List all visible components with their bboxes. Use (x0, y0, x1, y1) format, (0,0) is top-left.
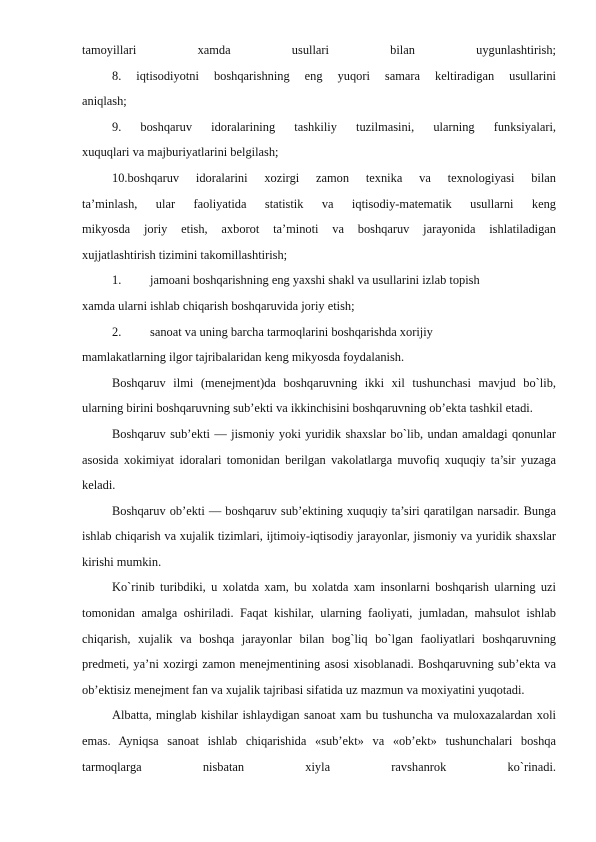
paragraph-industry: Albatta, minglab kishilar ishlaydigan sanoat xam bu tushuncha va muloxazalardan xoli emas. Ayniqsa sanoat ishlab chiqarishida «sub’ekt» va «ob’ekt» tushunchalari boshqa tarmoqlarga nisbatan xiyla ravshanrok ko`rinadi. (82, 708, 556, 774)
numbered-item-1-continuation: xamda ularni ishlab chiqarish boshqaruvida joriy etish; (82, 298, 355, 313)
list-item-9-line2: xuquqlari va majburiyatlarini belgilash; (82, 145, 279, 160)
numbered-item-2-continuation: mamlakatlarning ilgor tajribalaridan keng mikyosda foydalanish. (82, 350, 405, 365)
list-item-10-line2: ta’minlash, ular faoliyatida statistik va iqtisodiy-matematik usullarni keng (82, 196, 556, 211)
list-item-10-line4: xujjatlashtirish tizimini takomillashtirish; (82, 247, 288, 262)
item-text: jamoani boshqarishning eng yaxshi shakl va usullarini izlab topish (150, 273, 480, 288)
numbered-item-2 (82, 320, 556, 346)
item-number: 1. (112, 273, 122, 288)
paragraph-management-concepts: Boshqaruv ilmi (menejment)da boshqaruvning ikki xil tushunchasi mavjud bo`lib, ularning birini boshqaruvning sub’ekti va ikkinchisini boshqaruvning ob’ekta tashkil etadi. (82, 375, 556, 416)
numbered-item-1 (82, 268, 556, 294)
list-item-8-line1: 8. iqtisodiyotni boshqarishning eng yuqori samara keltiradigan usullarini (112, 68, 556, 83)
item-number: 2. (112, 324, 122, 339)
item-text: sanoat va uning barcha tarmoqlarini boshqarishda xorijiy (150, 324, 433, 339)
list-item-10-line1: 10.boshqaruv idoralarini xozirgi zamon texnika va texnologiyasi bilan (112, 170, 556, 185)
paragraph-people-management: Ko`rinib turibdiki, u xolatda xam, bu xolatda xam insonlarni boshqarish ularning uzi tomonidan amalga oshiriladi. Faqat kishilar, ularning faoliyati, jumladan, mahsulot ishlab chiqarish, xujalik va boshqa jarayonlar bilan bog`liq bo`lgan faoliyatlari boshqaruvning predmeti, ya’ni xozirgi zamon menejmentining asosi xisoblanadi. Boshqaruvning sub’ekta va ob’ektisiz menejment fan va xujalik tajribasi sifatida uz mazmun va moxiyatini yuqotadi. (82, 580, 556, 697)
document-page (82, 38, 556, 780)
paragraph-object-definition: Boshqaruv ob’ekti — boshqaruv sub’ektining xuquqiy ta’siri qaratilgan narsadir. Bunga ishlab chiqarish va xujalik tizimlari, ijtimoiy-iqtisodiy jarayonlar, jismoniy va yuridik shaxslar kirishi mumkin. (82, 503, 556, 569)
paragraph-continuation: tamoyillari xamda usullari bilan uygunlashtirish; (82, 43, 556, 57)
list-item-8-line2: aniqlash; (82, 94, 127, 109)
list-item-10-line3: mikyosda joriy etish, axborot ta’minoti va boshqaruv jarayonida ishlatiladigan (82, 222, 556, 237)
list-item-9-line1: 9. boshqaruv idoralarining tashkiliy tuzilmasini, ularning funksiyalari, (112, 119, 556, 134)
paragraph-subject-definition: Boshqaruv sub’ekti — jismoniy yoki yuridik shaxslar bo`lib, undan amaldagi qonunlar asosida xokimiyat idoralari tomonidan berilgan vakolatlarga muvofiq xuquqiy ta’sir yuzaga keladi. (82, 426, 556, 493)
